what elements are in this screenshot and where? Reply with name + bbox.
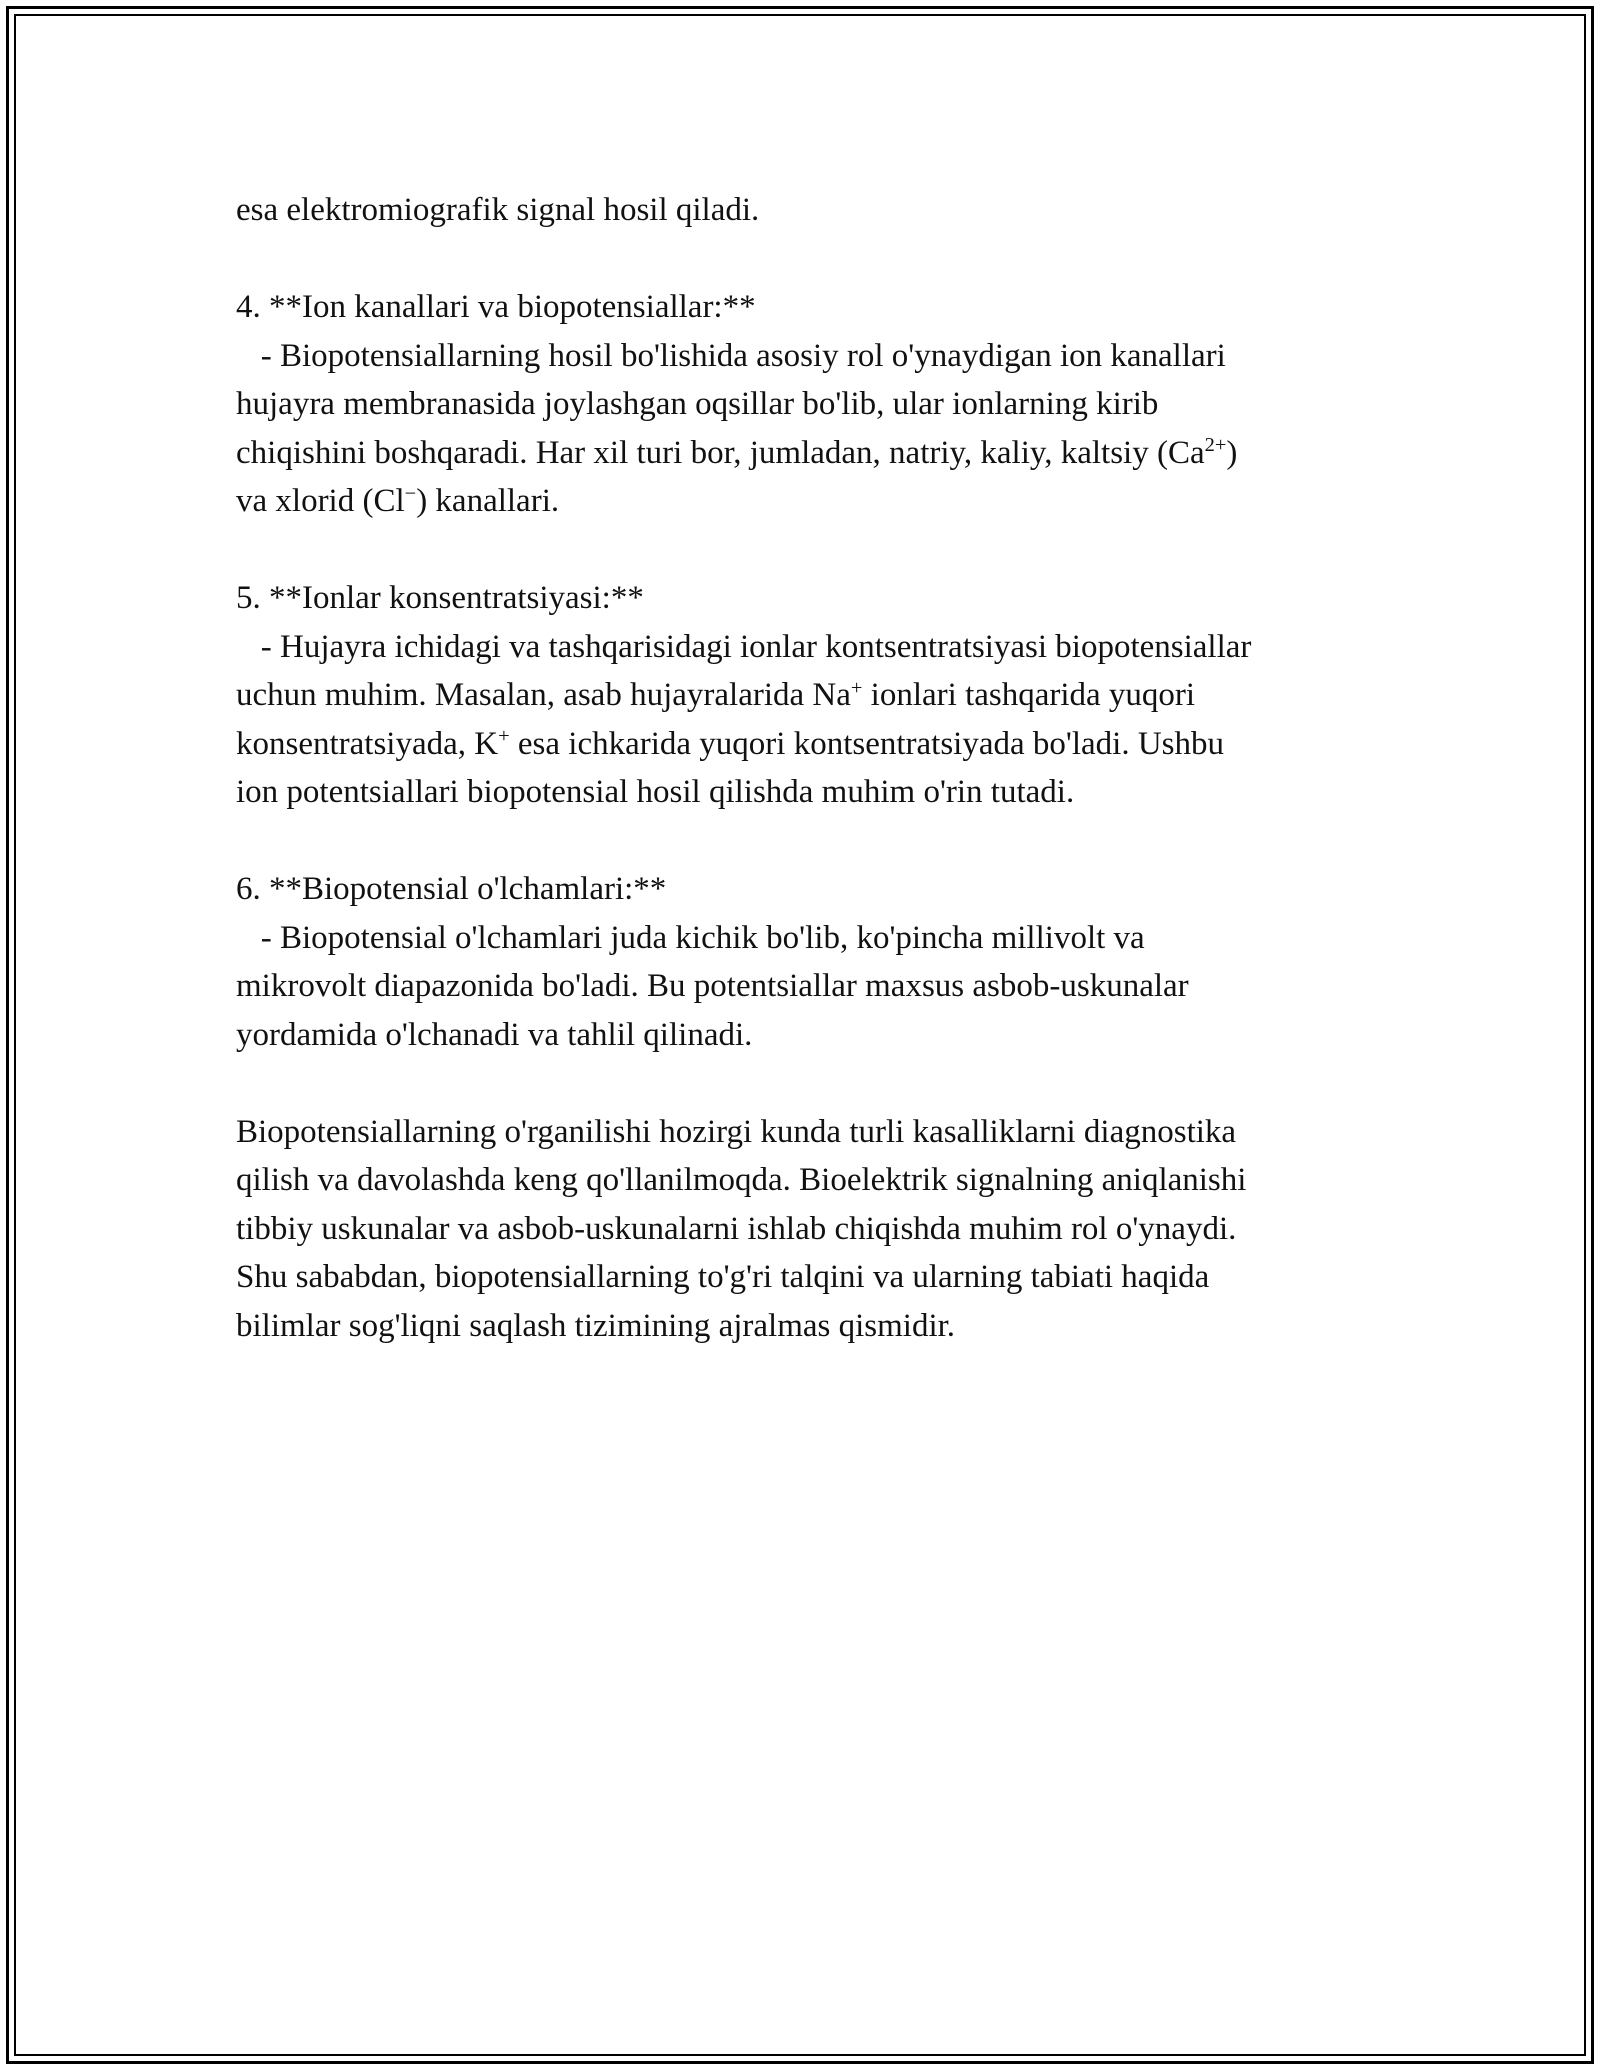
superscript: −	[404, 482, 417, 505]
text-line	[236, 720, 1386, 769]
text-line: bilimlar sog'liqni saqlash tizimining ajralmas qismidir.	[236, 1307, 956, 1344]
section-heading: 5. **Ionlar konsentratsiyasi:**	[236, 580, 644, 616]
text-line	[236, 477, 1386, 526]
text-line: tibbiy uskunalar va asbob-uskunalarni ishlab chiqishda muhim rol o'ynaydi.	[236, 1210, 1237, 1247]
text-run: chiqishini boshqaradi. Har xil turi bor, jumladan, natriy, kaliy, kaltsiy (Ca	[236, 434, 1205, 471]
section-6	[236, 865, 1386, 1059]
text-line: yordamida o'lchanadi va tahlil qilinadi.	[236, 1016, 753, 1053]
text-line	[236, 671, 1386, 720]
text-line: Shu sababdan, biopotensiallarning to'g'ri talqini va ularning tabiati haqida	[236, 1259, 1210, 1295]
text-line: Biopotensiallarning o'rganilishi hozirgi kunda turli kasalliklarni diagnostika	[236, 1113, 1237, 1150]
text-line: mikrovolt diapazonida bo'ladi. Bu potentsiallar maxsus asbob-uskunalar	[236, 968, 1189, 1004]
text-line: ion potentsiallari biopotensial hosil qilishda muhim o'rin tutadi.	[236, 774, 1075, 810]
text-line: hujayra membranasida joylashgan oqsillar bo'lib, ular ionlarning kirib	[236, 386, 1159, 422]
text-run: ionlari tashqarida yuqori	[862, 677, 1196, 713]
text-run: va xlorid (Cl	[236, 483, 405, 519]
text-line: - Biopotensiallarning hosil bo'lishida asosiy rol o'ynaydigan ion kanallari	[236, 337, 1226, 374]
document-body	[236, 186, 1386, 1399]
text-line: - Biopotensial o'lchamlari juda kichik bo'lib, ko'pincha millivolt va	[236, 919, 1145, 956]
text-run: esa ichkarida yuqori kontsentratsiyada bo'ladi. Ushbu	[509, 725, 1224, 762]
superscript: +	[850, 676, 863, 699]
text-line: esa elektromiografik signal hosil qiladi.	[236, 192, 760, 228]
section-heading: 6. **Biopotensial o'lchamlari:**	[236, 871, 667, 907]
text-line: qilish va davolashda keng qo'llanilmoqda. Bioelektrik signalning aniqlanishi	[236, 1162, 1247, 1198]
text-run: ) kanallari.	[416, 483, 560, 519]
superscript: +	[498, 725, 510, 748]
text-line	[236, 429, 1386, 478]
intro-paragraph	[236, 186, 1386, 235]
text-run: uchun muhim. Masalan, asab hujayralarida Na	[236, 677, 851, 713]
section-heading: 4. **Ion kanallari va biopotensiallar:**	[236, 289, 756, 325]
text-line: - Hujayra ichidagi va tashqarisidagi ionlar kontsentratsiyasi biopotensiallar	[236, 628, 1252, 665]
text-run: )	[1226, 434, 1238, 471]
section-4	[236, 283, 1386, 526]
conclusion-paragraph	[236, 1108, 1386, 1351]
text-run: konsentratsiyada, K	[236, 725, 499, 762]
superscript: 2+	[1204, 434, 1227, 457]
section-5	[236, 574, 1386, 817]
